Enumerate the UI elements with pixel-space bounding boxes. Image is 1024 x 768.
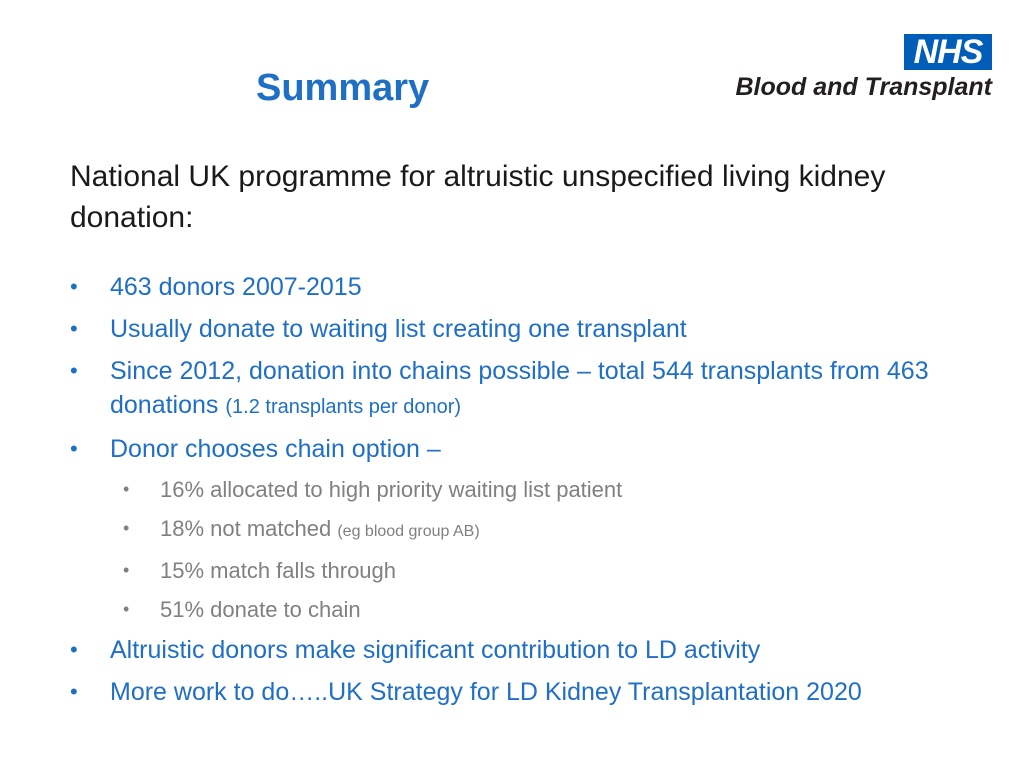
sub-list-item-text: 18% not matched [160,516,338,541]
bullet-icon: • [70,637,78,662]
sub-list-item [0,555,960,586]
sub-list-item-text: 15% match falls through [160,558,397,583]
bullet-icon: • [70,316,78,341]
list-item-text: Since 2012, donation into chains possible – total 544 transplants from 463 donations [110,357,929,419]
list-item [0,432,950,466]
sub-list-item [0,594,960,625]
sub-list-item-text: 16% allocated to high priority waiting list patient [160,477,623,502]
bullet-icon: • [70,436,78,461]
sub-bullet-icon: • [123,518,130,538]
list-item-text: Usually donate to waiting list creating one transplant [110,315,687,343]
list-item-text: More work to do…..UK Strategy for LD Kidney Transplantation 2020 [110,678,862,706]
list-item-text: Altruistic donors make significant contribution to LD activity [110,636,761,664]
sub-bullet-icon: • [123,479,130,499]
logo-org-name: Blood and Transplant [735,73,992,101]
bullet-icon: • [70,679,78,704]
bullet-icon: • [70,358,78,383]
bullet-list [0,270,1024,717]
sub-bullet-icon: • [123,599,130,619]
sub-list-item-text: 51% donate to chain [160,597,361,622]
bullet-icon: • [70,274,78,299]
nhs-logo-box: NHS [904,34,992,70]
list-item-note: (1.2 transplants per donor) [225,396,462,418]
sub-list-item [0,474,960,505]
list-item-text: 463 donors 2007-2015 [110,273,362,301]
list-item-text: Donor chooses chain option – [110,435,441,463]
intro-text: National UK programme for altruistic unspecified living kidney donation: [70,160,886,234]
sub-list-item-note: (eg blood group AB) [337,523,480,540]
slide-title: Summary [256,67,430,109]
nhs-blood-and-transplant-logo [700,34,996,104]
list-item [0,312,950,346]
list-item [0,675,950,709]
sub-bullet-icon: • [123,560,130,580]
list-item [0,270,950,304]
list-item [0,354,950,424]
sub-list-item [0,513,960,547]
list-item [0,633,950,667]
